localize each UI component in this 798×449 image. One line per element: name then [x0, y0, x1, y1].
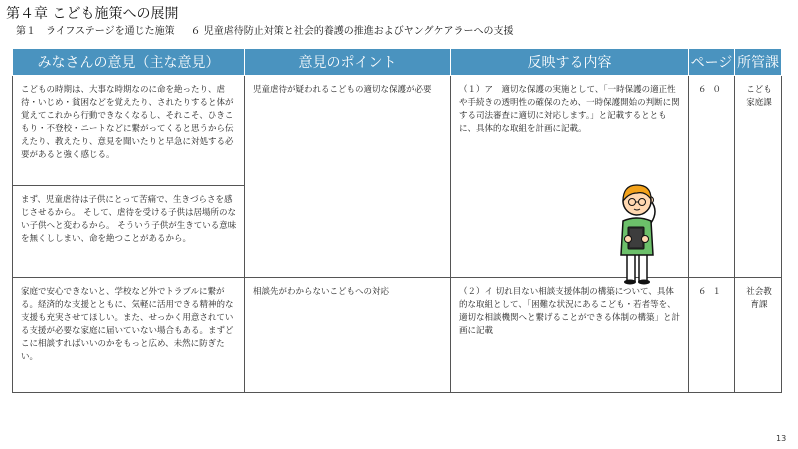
content-cell: （１）ア 適切な保護の実施として、「一時保護の適正性や手続きの透明性の確保のため、一時保護開始の判断に関する司法審査に適切に対応します。」と記載するとともに、具体的な取組を計画に記載。: [451, 76, 689, 278]
page-number: 13: [776, 434, 787, 443]
table-row: [13, 76, 782, 186]
opinions-table: [12, 48, 782, 393]
point-cell: 相談先がわからないこどもへの対応: [245, 278, 451, 393]
topic-title: ６ 児童虐待防止対策と社会的養護の推進およびヤングケアラーへの支援: [190, 26, 514, 37]
content-cell: （２）イ 切れ目ない相談支援体制の構築について、具体的な取組として、「困難な状況にあるこども・若者等を、適切な相談機関へと繋げることができる体制の構築」と計画に記載: [451, 278, 689, 393]
chapter-title: 第４章 こども施策への展開: [6, 6, 179, 22]
page-cell: ６０: [689, 76, 735, 278]
opinion-cell: こどもの時期は、大事な時期なのに命を絶ったり、虐待・いじめ・貧困などを覚えたり、されたりすると体が覚えてこれから行動できなくなるし、それこそ、ひきこもり・不登校・ニートなどに繋がってくると思うから伝えたり、教えたり、意見を聞いたりと早急に対処する必要があると強く感じる。: [13, 76, 245, 186]
page-cell: ６１: [689, 278, 735, 393]
column-header-dept: 所管課: [735, 49, 782, 76]
section-title: 第１ ライフステージを通じた施策: [16, 26, 175, 37]
point-cell: 児童虐待が疑われるこどもの適切な保護が必要: [245, 76, 451, 278]
table-header-row: [13, 49, 782, 76]
table-row: [13, 278, 782, 393]
opinion-cell: まず、児童虐待は子供にとって苦痛で、生きづらさを感じさせるから。 そして、虐待を受ける子供は居場所のない子供へと変わるから。 そういう子供が生きている意味を無くししまい、命を絶つことがあるから。: [13, 186, 245, 278]
section-subheading: [16, 26, 514, 38]
column-header-page: ページ: [689, 49, 735, 76]
column-header-point: 意見のポイント: [245, 49, 451, 76]
column-header-opinions: みなさんの意見（主な意見）: [13, 49, 245, 76]
person-holding-book-icon: [611, 181, 663, 285]
dept-cell: 社会教育課: [735, 278, 782, 393]
opinion-cell: 家庭で安心できないと、学校など外でトラブルに繋がる。経済的な支援とともに、気軽に活用できる精神的な支援も充実させてほしい。また、せっかく用意されている支援が必要な家庭に届いていない場合もある。まずどこに相談すればいいのかをもっと広め、未然に防ぎたい。: [13, 278, 245, 393]
dept-cell: こども家庭課: [735, 76, 782, 278]
column-header-content: 反映する内容: [451, 49, 689, 76]
